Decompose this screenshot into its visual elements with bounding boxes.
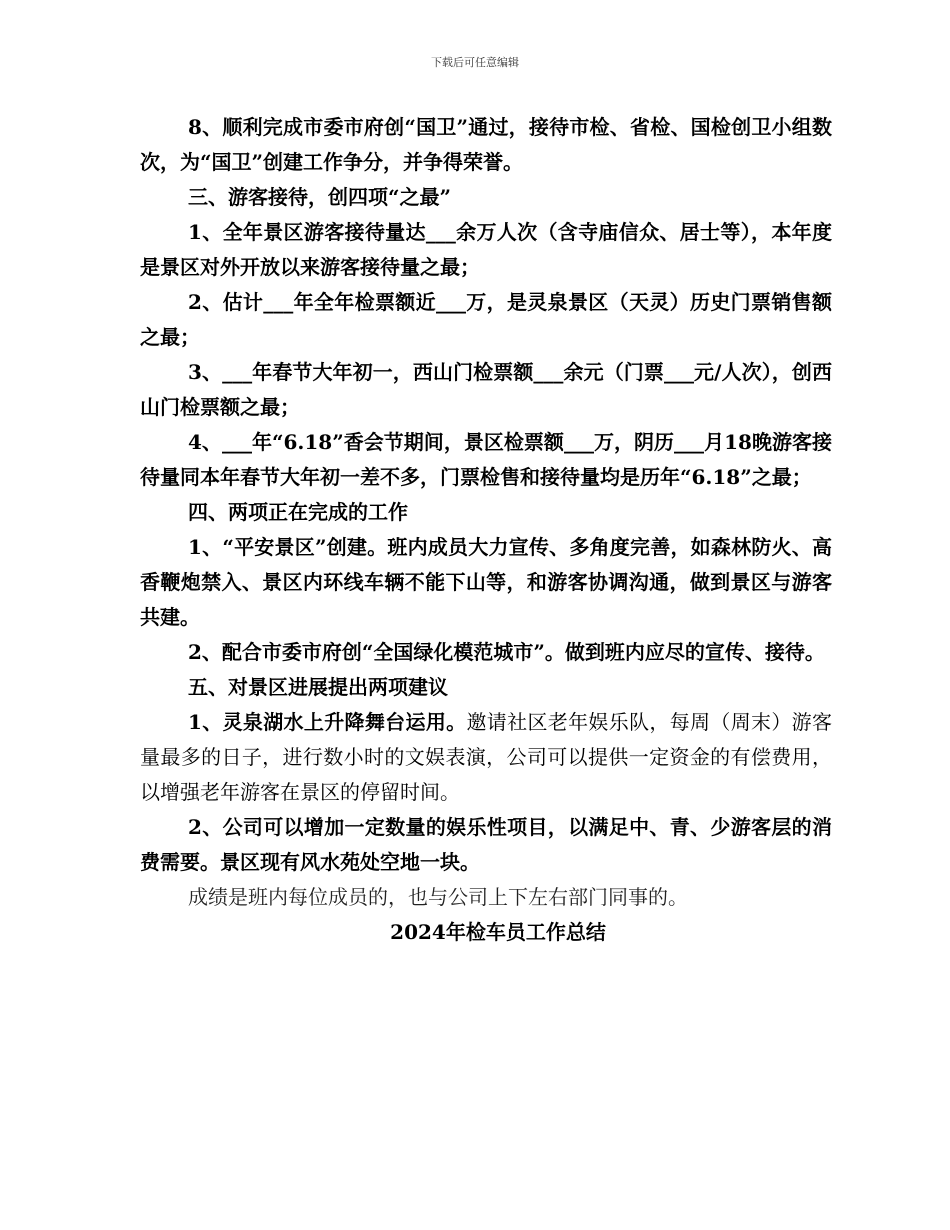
paragraph-item-8: 8、顺利完成市委市府创“国卫”通过，接待市检、省检、国检创卫小组数次，为“国卫”创建工作争分，并争得荣誉。 [140, 115, 832, 174]
page-header: 下载后可任意编辑 [431, 56, 519, 69]
paragraph-visitor-1: 1、全年景区游客接待量达___余万人次（含寺庙信众、居士等），本年度是景区对外开放以来游客接待量之最； [140, 220, 832, 279]
paragraph-visitor-4: 4、___年“6.18”香会节期间，景区检票额___万，阴历___月18晚游客接待量同本年春节大年初一差不多，门票检售和接待量均是历年“6.18”之最； [140, 430, 832, 489]
section-heading-4: 四、两项正在完成的工作 [188, 500, 408, 524]
paragraph-suggestion-2: 2、公司可以增加一定数量的娱乐性项目，以满足中、青、少游客层的消费需要。景区现有风水苑处空地一块。 [140, 815, 832, 874]
paragraph-suggestion-1 [140, 705, 832, 810]
suggestion-1-body: 邀请社区老年娱乐队，每周（周末）游客量最多的日子，进行数小时的文娱表演，公司可以提供一定资金的有偿费用，以增强老年游客在景区的停留时间。 [140, 710, 832, 804]
document-body [140, 110, 832, 950]
section-heading-3: 三、游客接待，创四项“之最” [188, 185, 452, 209]
paragraph-work-1: 1、“平安景区”创建。班内成员大力宣传、多角度完善，如森林防火、高香鞭炮禁入、景区内环线车辆不能下山等，和游客协调沟通，做到景区与游客共建。 [140, 535, 832, 629]
suggestion-1-lead: 1、灵泉湖水上升降舞台运用。 [188, 710, 467, 734]
paragraph-visitor-2: 2、估计___年全年检票额近___万，是灵泉景区（天灵）历史门票销售额之最； [140, 290, 832, 349]
paragraph-visitor-3: 3、___年春节大年初一，西山门检票额___余元（门票___元/人次），创西山门检票额之最； [140, 360, 832, 419]
section-heading-5: 五、对景区进展提出两项建议 [188, 675, 448, 699]
paragraph-work-2: 2、配合市委市府创“全国绿化模范城市”。做到班内应尽的宣传、接待。 [188, 640, 825, 664]
paragraph-closing: 成绩是班内每位成员的，也与公司上下左右部门同事的。 [188, 885, 688, 909]
next-document-title: 2024年检车员工作总结 [390, 920, 606, 944]
